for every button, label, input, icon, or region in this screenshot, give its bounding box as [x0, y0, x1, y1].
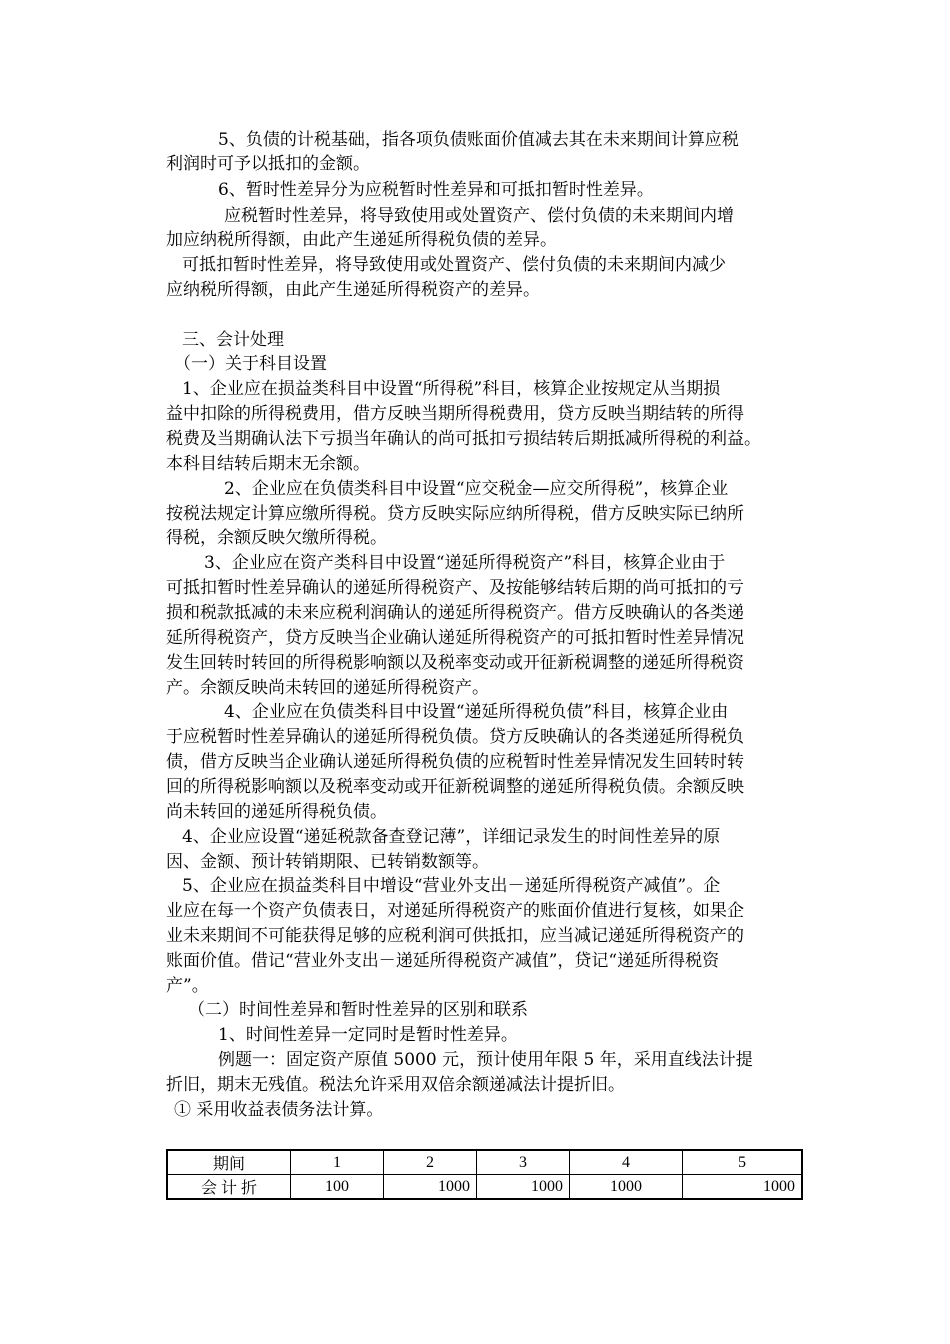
- text-line: 2、企业应在负债类科目中设置“应交税金—应交所得税”，核算企业: [224, 479, 729, 499]
- text-line: 延所得税资产，贷方反映当企业确认递延所得税资产的可抵扣暂时性差异情况: [166, 628, 744, 648]
- text-line: 业未来期间不可能获得足够的应税利润可供抵扣，应当减记递延所得税资产的: [166, 926, 744, 946]
- text-line: 于应税暂时性差异确认的递延所得税负债。贷方反映确认的各类递延所得税负: [166, 727, 744, 747]
- text-line: 5、企业应在损益类科目中增设“营业外支出－递延所得税资产减值”。企: [182, 876, 721, 896]
- text-line: 折旧，期末无残值。税法允许采用双倍余额递减法计提折旧。: [166, 1075, 625, 1095]
- text-line: 债，借方反映当企业确认递延所得税负债的应税暂时性差异情况发生回转时转: [166, 752, 744, 772]
- table-cell: 1000: [384, 1175, 477, 1200]
- table-cell: 100: [291, 1175, 384, 1200]
- text-line: 1、时间性差异一定同时是暂时性差异。: [218, 1025, 518, 1045]
- text-line: 税费及当期确认法下亏损当年确认的尚可抵扣亏损结转后期抵减所得税的利益。: [166, 429, 761, 449]
- table-cell: 1: [291, 1150, 384, 1175]
- text-line: 产。余额反映尚未转回的递延所得税资产。: [166, 678, 489, 698]
- table-cell: 5: [683, 1150, 803, 1175]
- section-heading: 三、会计处理: [182, 330, 284, 350]
- text-line: 可抵扣暂时性差异确认的递延所得税资产、及按能够结转后期的尚可抵扣的亏: [166, 578, 744, 598]
- text-line: 加应纳税所得额，由此产生递延所得税负债的差异。: [166, 230, 557, 250]
- text-line: 应纳税所得额，由此产生递延所得税资产的差异。: [166, 280, 540, 300]
- text-line: 本科目结转后期末无余额。: [166, 454, 370, 474]
- text-line: 例题一：固定资产原值 5000 元，预计使用年限 5 年，采用直线法计提: [218, 1050, 753, 1070]
- text-line: 3、企业应在资产类科目中设置“递延所得税资产”科目，核算企业由于: [204, 553, 726, 573]
- table-cell: 1000: [683, 1175, 803, 1200]
- text-line: 得税，余额反映欠缴所得税。: [166, 528, 387, 548]
- text-line: ① 采用收益表债务法计算。: [174, 1100, 384, 1120]
- text-line: 5、负债的计税基础，指各项负债账面价值减去其在未来期间计算应税: [218, 130, 739, 150]
- text-line: 4、企业应设置“递延税款备查登记薄”，详细记录发生的时间性差异的原: [182, 827, 721, 847]
- text-line: 1、企业应在损益类科目中设置“所得税”科目，核算企业按规定从当期损: [182, 379, 721, 399]
- text-line: 益中扣除的所得税费用，借方反映当期所得税费用，贷方反映当期结转的所得: [166, 404, 744, 424]
- text-line: 业应在每一个资产负债表日，对递延所得税资产的账面价值进行复核，如果企: [166, 901, 744, 921]
- text-line: 账面价值。借记“营业外支出－递延所得税资产减值”，贷记“递延所得税资: [166, 951, 720, 971]
- text-line: 按税法规定计算应缴所得税。贷方反映实际应纳所得税，借方反映实际已纳所: [166, 504, 744, 524]
- table-cell: 4: [570, 1150, 683, 1175]
- text-line: 尚未转回的递延所得税负债。: [166, 802, 387, 822]
- text-line: 利润时可予以抵扣的金额。: [166, 154, 370, 174]
- text-line: 4、企业应在负债类科目中设置“递延所得税负债”科目，核算企业由: [224, 702, 729, 722]
- table-cell: 1000: [570, 1175, 683, 1200]
- text-line: 6、暂时性差异分为应税暂时性差异和可抵扣暂时性差异。: [218, 180, 654, 200]
- subsection-heading: （一）关于科目设置: [174, 354, 327, 374]
- table-cell: 2: [384, 1150, 477, 1175]
- table-cell: 期间: [167, 1150, 291, 1175]
- text-line: 损和税款抵减的未来应税利润确认的递延所得税资产。借方反映确认的各类递: [166, 603, 744, 623]
- text-line: 因、金额、预计转销期限、已转销数额等。: [166, 852, 489, 872]
- text-line: 可抵扣暂时性差异，将导致使用或处置资产、偿付负债的未来期间内减少: [182, 255, 726, 275]
- table-cell: 3: [477, 1150, 570, 1175]
- depreciation-table: [166, 1149, 803, 1200]
- subsection-heading: （二）时间性差异和暂时性差异的区别和联系: [188, 1000, 528, 1020]
- table-row: [167, 1175, 802, 1200]
- table-cell: 会 计 折: [167, 1175, 291, 1200]
- text-line: 回的所得税影响额以及税率变动或开征新税调整的递延所得税负债。余额反映: [166, 777, 744, 797]
- text-line: 发生回转时转回的所得税影响额以及税率变动或开征新税调整的递延所得税资: [166, 653, 744, 673]
- text-line: 应税暂时性差异，将导致使用或处置资产、偿付负债的未来期间内增: [224, 206, 734, 226]
- table-cell: 1000: [477, 1175, 570, 1200]
- table-row: [167, 1150, 802, 1175]
- text-line: 产”。: [166, 976, 209, 996]
